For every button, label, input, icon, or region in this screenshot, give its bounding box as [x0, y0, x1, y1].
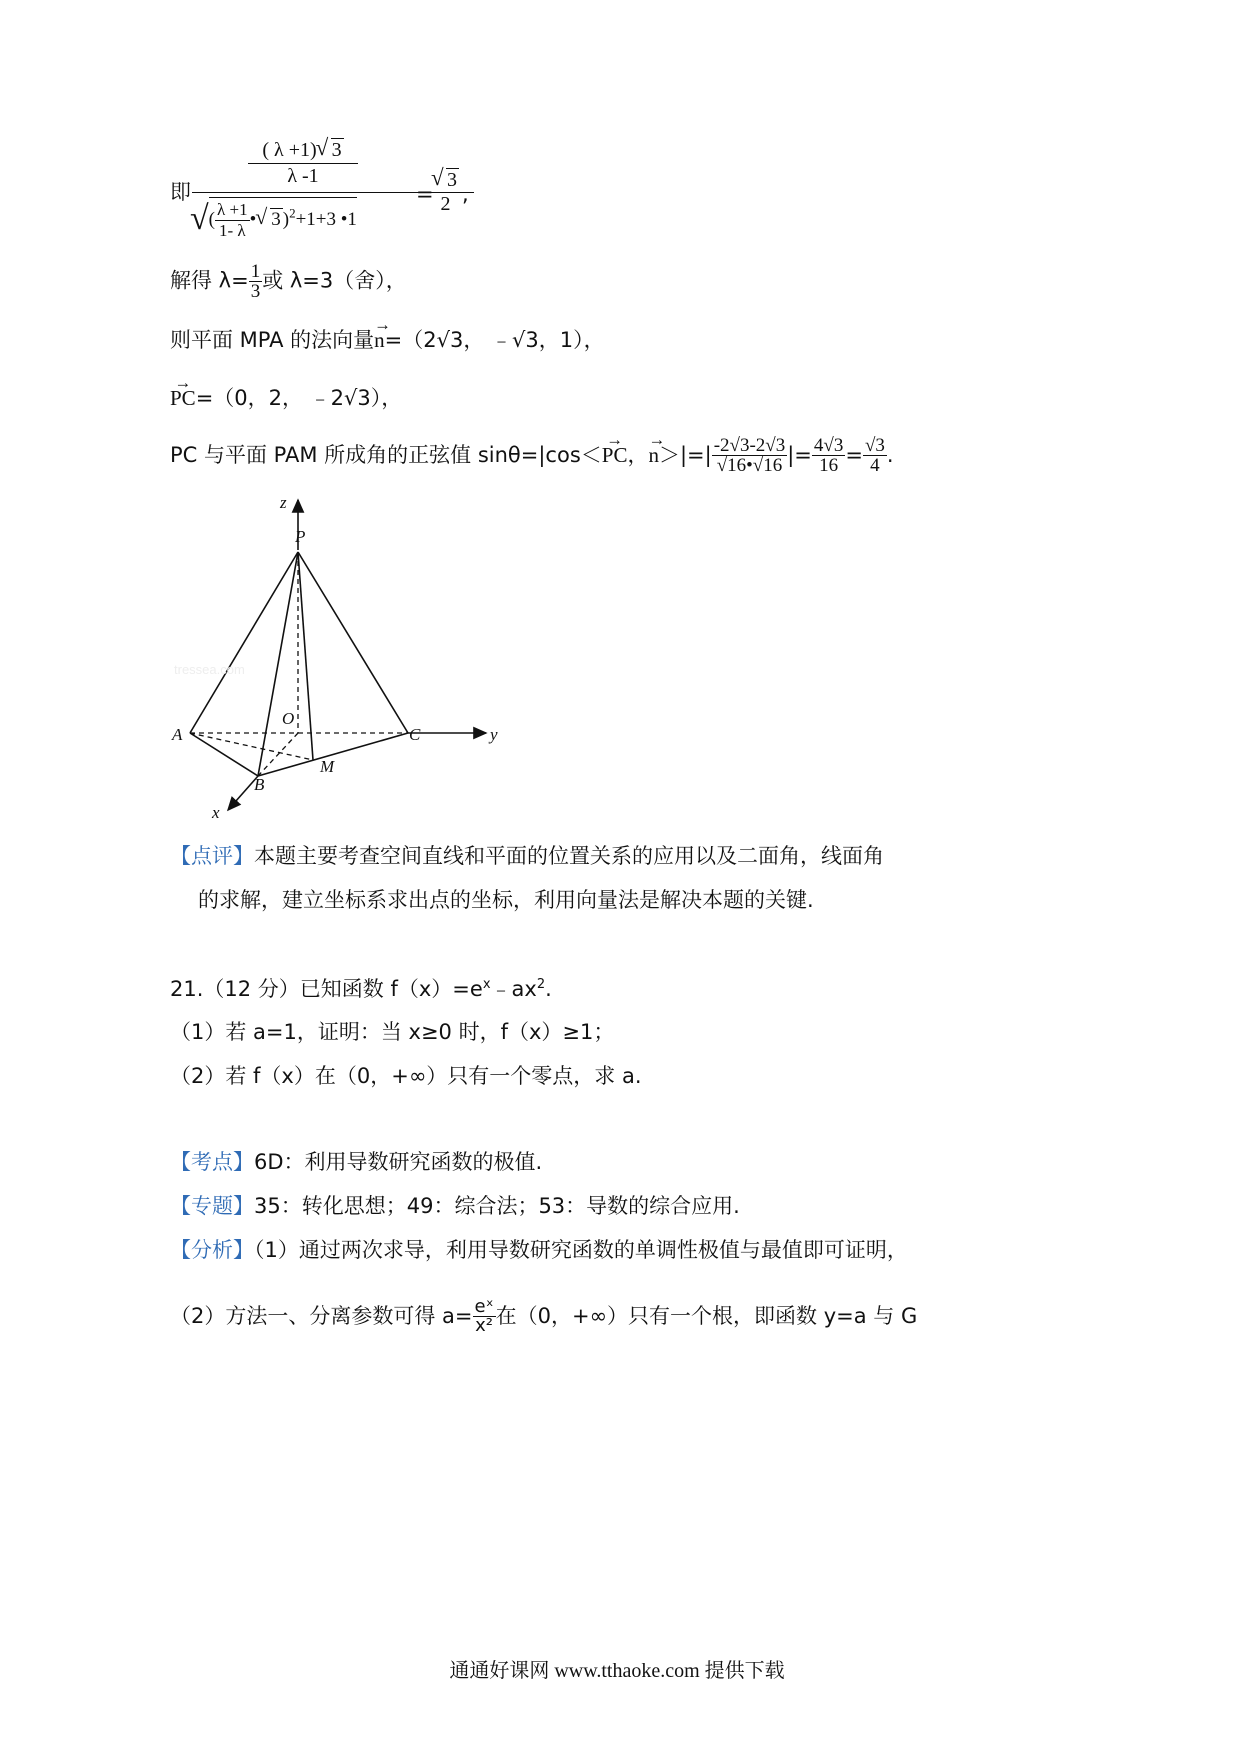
pc-vector-symbol: → PC [170, 388, 196, 409]
problem-stem-sup-1: x [482, 977, 491, 992]
label-y: y [490, 725, 498, 744]
label-M: M [320, 757, 335, 776]
comment-line-2 [198, 890, 814, 911]
kaodian-text: 6D：利用导数研究函数的极值. [254, 1150, 543, 1174]
angle-mid: ＞|=| [658, 442, 712, 467]
normal-line [170, 330, 605, 351]
edge-PC [298, 552, 408, 733]
angle-sep: ， [627, 442, 649, 467]
pc-line [170, 388, 402, 409]
angle-fraction-1: $\frac{-2√3-2√3}{√16•√16}$ [713, 434, 786, 476]
label-z: z [280, 493, 287, 512]
method-line [170, 1284, 917, 1348]
label-A: A [172, 725, 183, 744]
label-C: C [409, 725, 421, 744]
zhuanti-line [170, 1196, 740, 1217]
problem-stem-a: 21.（12 分）已知函数 f（x）=e [170, 977, 483, 1001]
label-O: O [282, 709, 295, 728]
angle-line: PC 与平面 PAM 所成角的正弦值 sinθ=|cos＜ → PC ， → n ＞|=| $\frac{-2√3-2√3}{√16•√16}$ |= $\frac{4√3}{16}$ = $\frac{√3}{4}$ . [170, 424, 894, 486]
page-footer: 通通好课网 www.tthaoke.com 提供下载 [449, 1660, 785, 1682]
pc-rest: =（0，2， ﹣2√3）， [195, 386, 403, 410]
equation-lead: 即 [170, 180, 191, 204]
kaodian-line [170, 1152, 542, 1173]
equation-comma: , [462, 182, 469, 206]
normal-prefix: 则平面 MPA 的法向量 [170, 328, 375, 352]
fenxi-text: （1）通过两次求导，利用导数研究函数的单调性极值与最值即可证明， [254, 1238, 908, 1262]
comment-line-1 [170, 846, 884, 867]
angle-fraction-3: $\frac{√3}{4}$ [864, 434, 885, 476]
label-B: B [254, 775, 265, 794]
kaodian-tag: 【考点】 [170, 1150, 254, 1174]
equation-numerator: ( λ +1)√ 3 λ -1 [248, 138, 358, 188]
normal-rest: =（2√3， ﹣√3，1）， [384, 328, 605, 352]
method-rest: 在（0，+∞）只有一个根，即函数 y=a 与 G [495, 1303, 918, 1328]
comment-tag: 【点评】 [170, 844, 254, 868]
angle-period: . [886, 442, 894, 467]
label-x: x [212, 803, 220, 822]
solve-rest: 或 λ=3（舍）， [262, 268, 407, 293]
angle-end: |= [787, 442, 812, 467]
equation-equals: = [416, 182, 434, 206]
method-prefix: （2）方法一、分离参数可得 a= [170, 1303, 473, 1328]
solve-line [170, 262, 407, 302]
comment-text-2: 的求解，建立坐标系求出点的坐标，利用向量法是解决本题的关键. [198, 888, 814, 912]
edge-AB [190, 733, 258, 776]
zhuanti-tag: 【专题】 [170, 1194, 254, 1218]
equation-block [170, 138, 490, 250]
problem-21-part1: （1）若 a=1，证明：当 x≥0 时，f（x）≥1； [170, 1020, 615, 1044]
normal-vector-symbol: → n [374, 330, 385, 351]
equation-denominator: √( $\frac{\lambda +1}{1- \lambda}$ •√ 3 )$^2$+1+3 •1 [190, 196, 357, 241]
edge-PM [298, 552, 313, 760]
solve-fraction: $\frac{1}{3}$ [250, 261, 261, 302]
watermark-text: tressea.com [174, 662, 245, 677]
problem-21-part2: （2）若 f（x）在（0，+∞）只有一个零点，求 a. [170, 1064, 642, 1088]
angle-pc-vector: → PC [602, 445, 628, 466]
method-fraction: $\frac{\text{eˣ}}{\text{x²}}$ [474, 1295, 494, 1336]
zhuanti-text: 35：转化思想；49：综合法；53：导数的综合应用. [254, 1194, 740, 1218]
edge-AM-dashed [190, 733, 313, 760]
problem-stem-end: . [545, 977, 552, 1001]
fenxi-tag: 【分析】 [170, 1238, 254, 1262]
fenxi-line [170, 1240, 908, 1261]
equation-rhs: √ 3 2 [432, 168, 459, 216]
angle-n-vector: → n [648, 445, 659, 466]
problem-stem-b: ﹣ax [490, 977, 537, 1001]
label-P: P [295, 527, 306, 546]
solve-prefix: 解得 λ= [170, 268, 249, 293]
problem-21-stem [170, 978, 552, 1000]
pyramid-figure [160, 488, 520, 838]
angle-prefix: PC 与平面 PAM 所成角的正弦值 sinθ=|cos＜ [170, 442, 602, 467]
problem-stem-sup-2: 2 [536, 977, 546, 992]
angle-fraction-2: $\frac{4√3}{16}$ [813, 434, 844, 476]
comment-text-1: 本题主要考查空间直线和平面的位置关系的应用以及二面角，线面角 [254, 844, 884, 868]
